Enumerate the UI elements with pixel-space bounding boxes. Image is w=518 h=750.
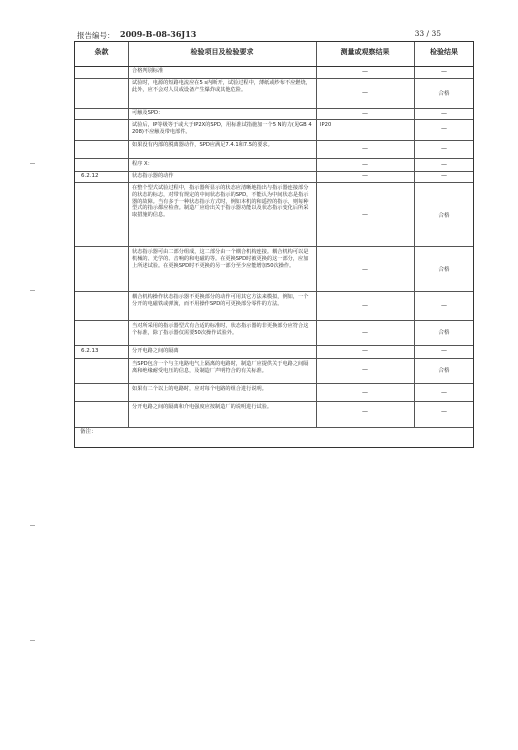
measured-result: — [362, 408, 368, 415]
column-divider [128, 42, 129, 427]
inspection-table [74, 41, 474, 448]
requirement-text: 在整个型式试验过程中，指示器所显示的状态应清晰地指出与指示器连接部分的状态的标志，对带有规定的中间状态指示的SPD，不能认为中间状态是指示器的故障。当有多于一种状态指示方式时，例如本机的和遥控的指示，则每种型式的指示都应检查。制造厂应给出关于指示器功能以及状态指示变化后所采取措施的信息。 [132, 185, 309, 219]
row-divider [75, 320, 473, 321]
requirement-text: 如果有二个以上的电路时，应对每个电路的组合进行说明。 [132, 386, 267, 392]
verdict: — [441, 389, 447, 396]
column-header-verdict: 检验结果 [430, 48, 458, 56]
verdict: 合格 [438, 213, 450, 219]
row-divider [75, 171, 473, 172]
requirement-text: 当SPD包含一个与主电路电气上隔离的电路时，制造厂应提供关于电路之间隔离和绝缘耐受电压的信息，及制造厂声明符合的有关标准。 [132, 361, 309, 374]
measured-result: — [362, 161, 368, 168]
measured-result: — [362, 266, 368, 273]
measured-result: — [362, 347, 368, 354]
page-number: 33 / 35 [414, 29, 441, 38]
verdict: 合格 [438, 330, 450, 336]
verdict: — [441, 145, 447, 152]
scan-mark [30, 640, 35, 641]
requirement-text: 程序 X： [132, 161, 153, 167]
requirement-text: 试验后，IP等级等于或大于IP2X的SPD，用标准试指施加一个5 N的力(见GB 4208)不应触及带电部件。 [132, 122, 312, 135]
header-divider [75, 66, 473, 67]
report-number: 2009-B-08-36J13 [120, 29, 197, 39]
requirement-text: 状态指示器可由二部分组成，这二部分由一个耦合机构连接。耦合机构可以是机械的、光学的、音响的和电磁的等。在更换SPD时被更换的这一部分，应加上所述试验。在更换SPD时不更换的另一部分至少应能增加50次操作。 [132, 249, 309, 269]
verdict: — [441, 408, 447, 415]
verdict: — [441, 68, 447, 75]
row-divider [75, 182, 473, 183]
measured-result: — [362, 329, 368, 336]
measured-result: — [362, 89, 368, 96]
requirement-text: 分开电路之间的隔离 [132, 348, 179, 354]
measured-result: — [362, 211, 368, 218]
measured-result: — [362, 145, 368, 152]
requirement-text: 耦合机构操作状态指示器不更换部分的动作可用其它方法来模拟，例如，一个分开的电磁铁或弹簧，而不用操作SPD的可更换部分零件的方法。 [132, 294, 309, 307]
verdict: — [441, 172, 447, 179]
requirement-text: 合格判别标准 [132, 68, 164, 74]
clause-number: 6.2.13 [81, 348, 99, 354]
measured-result: IP20 [320, 122, 332, 128]
measured-result: — [362, 110, 368, 117]
verdict: — [441, 110, 447, 117]
verdict: 合格 [438, 267, 450, 273]
verdict: — [441, 347, 447, 354]
row-divider [75, 158, 473, 159]
measured-result: — [362, 366, 368, 373]
column-header-result: 测量或观察结果 [340, 48, 390, 56]
measured-result: — [362, 172, 368, 179]
report-header [77, 29, 441, 41]
remarks-label: 备注： [80, 429, 97, 435]
requirement-text: 如果没有内部的脱离器动作，SPD应满足7.4.1和7.5的要求。 [132, 142, 273, 148]
requirement-text: 可触及SPD： [132, 110, 164, 116]
scan-mark [30, 163, 35, 164]
measured-result: — [362, 68, 368, 75]
row-divider [75, 427, 473, 428]
verdict: — [441, 125, 447, 132]
row-divider [75, 108, 473, 109]
measured-result: — [362, 302, 368, 309]
row-divider [75, 345, 473, 346]
row-divider [75, 383, 473, 384]
report-number-label: 报告编号： [77, 31, 115, 40]
requirement-text: 状态指示器的动作 [132, 173, 174, 179]
row-divider [75, 119, 473, 120]
row-divider [75, 358, 473, 359]
column-header-item: 检验项目及检验要求 [190, 48, 254, 56]
scan-mark [30, 525, 35, 526]
requirement-text: 分开电路之间的隔离和介电强度应按制造厂的说明进行试验。 [132, 404, 273, 410]
row-divider [75, 291, 473, 292]
measured-result: — [362, 389, 368, 396]
scan-mark [30, 290, 35, 291]
row-divider [75, 401, 473, 402]
verdict: — [441, 161, 447, 168]
verdict: 合格 [438, 91, 450, 97]
verdict: — [441, 302, 447, 309]
column-header-clause: 条款 [94, 48, 109, 56]
row-divider [75, 140, 473, 141]
row-divider [75, 78, 473, 79]
row-divider [75, 246, 473, 247]
verdict: 合格 [438, 368, 450, 374]
clause-number: 6.2.12 [81, 173, 99, 179]
requirement-text: 试验时，电源的短路电流应在5 s内断开，试验过程中，薄纸或纱布不应燃烧，此外，应不会对人员或设备产生爆炸或其他危险。 [132, 80, 311, 93]
requirement-text: 当对所采用的指示器型式有合适的标准时，状态指示器的非更换部分应符合这个标准，除了指示器仅需要50次操作试验外。 [132, 323, 309, 336]
